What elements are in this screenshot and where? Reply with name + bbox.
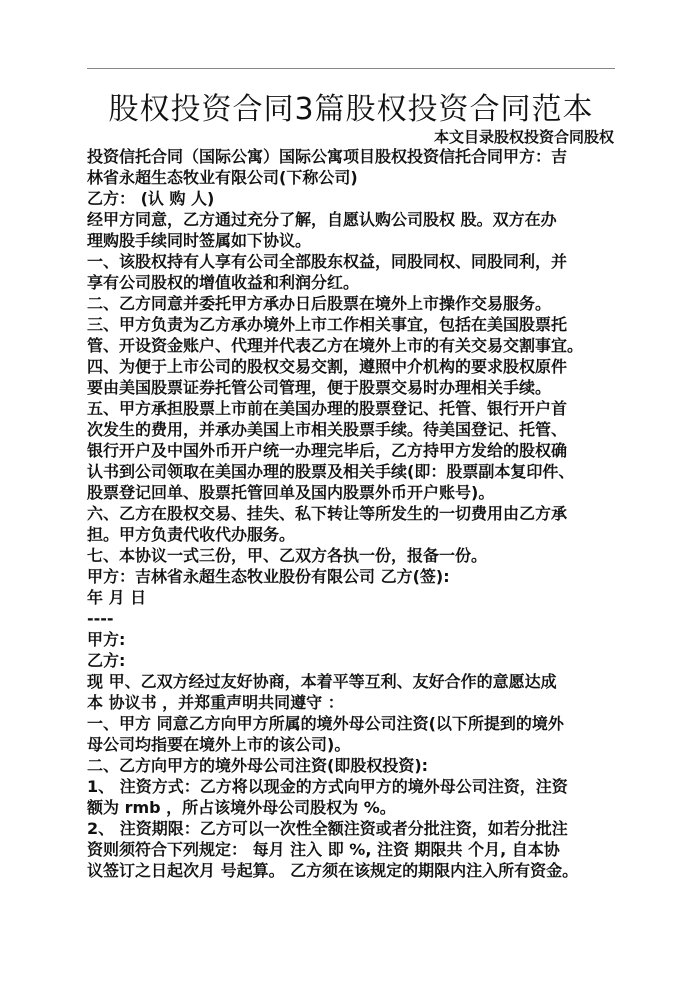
body-line: 资则须符合下列规定： 每月 注入 即 %, 注资 期限共 个月, 自本协 — [87, 840, 560, 859]
body-line: 六、乙方在股权交易、挂失、私下转让等所发生的一切费用由乙方承 — [87, 504, 568, 523]
body-line: 甲方：吉林省永超生态牧业股份有限公司 乙方(签): — [87, 567, 450, 586]
body-line: 七、本协议一式三份，甲、乙双方各执一份，报备一份。 — [87, 546, 488, 565]
body-line: 1、 注资方式：乙方将以现金的方式向甲方的境外母公司注资，注资 — [87, 777, 568, 796]
body-line: 五、甲方承担股票上市前在美国办理的股票登记、托管、银行开户首 — [87, 399, 568, 418]
body-line: 银行开户及中国外币开户统一办理完毕后，乙方持甲方发给的股权确 — [87, 441, 568, 460]
body-line: 2、 注资期限：乙方可以一次性全额注资或者分批注资，如若分批注 — [87, 819, 568, 838]
body-line: 一、甲方 同意乙方向甲方所属的境外母公司注资(以下所提到的境外 — [87, 714, 564, 733]
document-title: 股权投资合同3篇股权投资合同范本 — [108, 92, 594, 127]
body-line: 本 协议书 ，并郑重声明共同遵守 ： — [87, 693, 344, 712]
body-line: 乙方： (认 购 人) — [87, 189, 215, 208]
body-line: 担。甲方负责代收代办服务。 — [87, 525, 296, 544]
body-line: 经甲方同意，乙方通过充分了解，自愿认购公司股权 股。双方在办 — [87, 210, 557, 229]
body-line: 股票登记回单、股票托管回单及国内股票外币开户账号)。 — [87, 483, 495, 502]
body-line: 要由美国股票证券托管公司管理，便于股票交易时办理相关手续。 — [87, 378, 552, 397]
body-line: 四、为便于上市公司的股权交易交割，遵照中介机构的要求股权原件 — [87, 357, 568, 376]
body-line: 议签订之日起次月 号起算。 乙方须在该规定的期限内注入所有资金。 — [87, 861, 579, 880]
body-line: 甲方: — [87, 630, 126, 649]
body-line: 三、甲方负责为乙方承办境外上市工作相关事宜，包括在美国股票托 — [87, 315, 568, 334]
body-line: 林省永超生态牧业有限公司(下称公司) — [87, 168, 358, 187]
body-line: 二、乙方向甲方的境外母公司注资(即股权投资): — [87, 756, 429, 775]
body-line: 理购股手续同时签属如下协议。 — [87, 231, 312, 250]
body-line: 二、乙方同意并委托甲方承办日后股票在境外上市操作交易服务。 — [87, 294, 552, 313]
body-line: 一、该股权持有人享有公司全部股东权益，同股同权、同股同利，并 — [87, 252, 568, 271]
body-line: 年 月 日 — [87, 588, 147, 607]
body-line: 乙方: — [87, 651, 126, 670]
body-line: 管、开设资金账户、代理并代表乙方在境外上市的有关交易交割事宜。 — [87, 336, 584, 355]
body-line: 认书到公司领取在美国办理的股票及相关手续(即：股票副本复印件、 — [87, 462, 575, 481]
body-line: 额为 rmb ，所占该境外母公司股权为 %。 — [87, 798, 396, 817]
document-subtitle: 本文目录股权投资合同股权 — [433, 128, 614, 146]
body-line: ---- — [87, 609, 114, 628]
body-line: 享有公司股权的增值收益和利润分红。 — [87, 273, 360, 292]
header-rule — [87, 68, 615, 69]
body-line: 母公司均指要在境外上市的该公司)。 — [87, 735, 351, 754]
body-line: 投资信托合同（国际公寓）国际公寓项目股权投资信托合同甲方：吉 — [87, 147, 568, 166]
document-body — [87, 146, 622, 881]
body-line: 现 甲、乙双方经过友好协商，本着平等互利、友好合作的意愿达成 — [87, 672, 557, 691]
body-line: 次发生的费用，并承办美国上市相关股票手续。待美国登记、托管、 — [87, 420, 568, 439]
